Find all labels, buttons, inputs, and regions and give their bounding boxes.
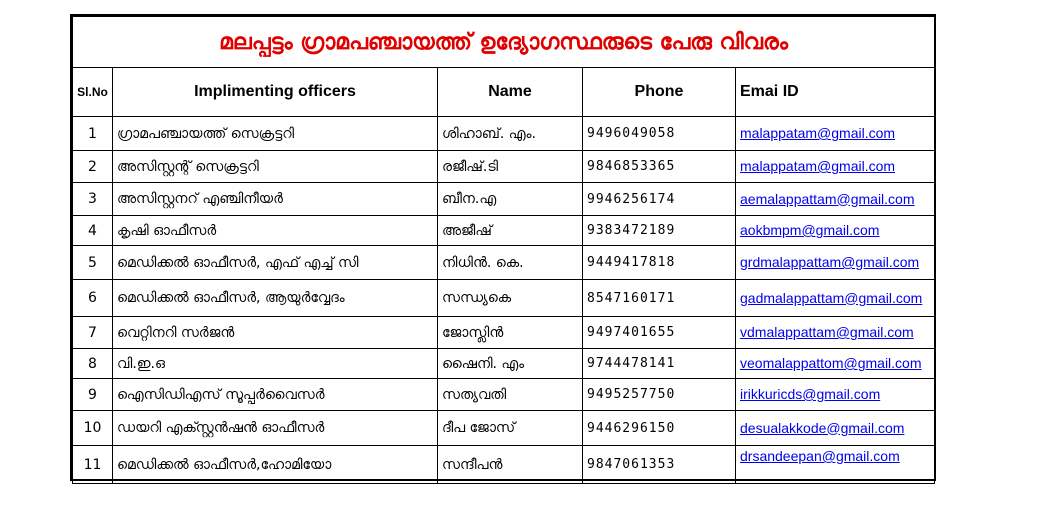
email-link[interactable]: gadmalappattam@gmail.com [740, 289, 923, 306]
cell-slno: 5 [73, 246, 113, 280]
cell-name: ജോസ്ലിൻ [438, 317, 583, 349]
email-link[interactable]: veomalappattom@gmail.com [740, 355, 922, 371]
cell-email [736, 183, 935, 216]
table-row [73, 246, 935, 280]
cell-slno: 11 [73, 446, 113, 484]
cell-phone: 9449417818 [583, 246, 736, 280]
cell-name: രജീഷ്.ടി [438, 151, 583, 183]
cell-officer: വി.ഇ.ഒ [113, 349, 438, 379]
cell-slno: 9 [73, 379, 113, 411]
cell-email [736, 117, 935, 151]
cell-slno: 6 [73, 280, 113, 317]
cell-officer: മെഡിക്കൽ ഓഫീസർ, ആയുർവ്വേദം [113, 280, 438, 317]
cell-name: സന്ധ്യകെ [438, 280, 583, 317]
cell-email [736, 151, 935, 183]
cell-phone: 9846853365 [583, 151, 736, 183]
email-link[interactable]: aemalappattam@gmail.com [740, 190, 915, 207]
cell-name: ഷൈനി. എം [438, 349, 583, 379]
table-row [73, 183, 935, 216]
table-row [73, 411, 935, 446]
header-officers: Implimenting officers [113, 68, 438, 117]
cell-phone: 9744478141 [583, 349, 736, 379]
cell-phone: 9495257750 [583, 379, 736, 411]
email-link[interactable]: desualakkode@gmail.com [740, 419, 905, 436]
cell-phone: 9446296150 [583, 411, 736, 446]
cell-phone: 8547160171 [583, 280, 736, 317]
email-link[interactable]: malappatam@gmail.com [740, 158, 896, 174]
table-row [73, 216, 935, 246]
table-row [73, 151, 935, 183]
table-row [73, 280, 935, 317]
cell-officer: ഐസിഡിഎസ് സൂപ്പർവൈസർ [113, 379, 438, 411]
cell-officer: കൃഷി ഓഫീസർ [113, 216, 438, 246]
cell-name: സത്യവതി [438, 379, 583, 411]
cell-name: സന്ദീപൻ [438, 446, 583, 484]
cell-name: ബീന.എ [438, 183, 583, 216]
cell-email [736, 349, 935, 379]
cell-email [736, 280, 935, 317]
cell-slno: 1 [73, 117, 113, 151]
cell-name: ദീപ ജോസ് [438, 411, 583, 446]
table-row [73, 317, 935, 349]
cell-slno: 2 [73, 151, 113, 183]
header-email: Emai ID [736, 68, 935, 117]
cell-phone: 9383472189 [583, 216, 736, 246]
cell-slno: 3 [73, 183, 113, 216]
cell-officer: ഡയറി എക്സ്റ്റൻഷൻ ഓഫീസർ [113, 411, 438, 446]
table-row [73, 349, 935, 379]
cell-officer: അസിസ്റ്റനറ് എഞ്ചിനീയർ [113, 183, 438, 216]
cell-officer: മെഡിക്കൽ ഓഫീസർ, എഫ് എച്ച് സി [113, 246, 438, 280]
officers-table [72, 16, 935, 484]
cell-slno: 8 [73, 349, 113, 379]
cell-phone: 9497401655 [583, 317, 736, 349]
email-link[interactable]: aokbmpm@gmail.com [740, 222, 880, 238]
title-row [73, 17, 935, 68]
cell-email [736, 411, 935, 446]
cell-name: നിധിൻ. കെ. [438, 246, 583, 280]
table-row [73, 446, 935, 484]
page-title: മലപ്പട്ടം ഗ്രാമപഞ്ചായത്ത് ഉദ്യോഗസ്ഥരുടെ പേരു വിവരം [73, 17, 935, 68]
email-link[interactable]: malappatam@gmail.com [740, 125, 896, 141]
cell-officer: മെഡിക്കൽ ഓഫീസർ,ഹോമിയോ [113, 446, 438, 484]
email-link[interactable]: grdmalappattam@gmail.com [740, 254, 920, 270]
officers-table-sheet [70, 14, 936, 481]
cell-name: ശിഹാബ്. എം. [438, 117, 583, 151]
cell-officer: വെറ്റിനറി സർജൻ [113, 317, 438, 349]
cell-phone: 9496049058 [583, 117, 736, 151]
cell-email [736, 317, 935, 349]
cell-name: അജീഷ് [438, 216, 583, 246]
header-name: Name [438, 68, 583, 117]
header-row [73, 68, 935, 117]
header-slno: Sl.No [73, 68, 113, 117]
cell-email [736, 446, 935, 484]
cell-officer: ഗ്രാമപഞ്ചായത്ത് സെക്രട്ടറി [113, 117, 438, 151]
email-link[interactable]: drsandeepan@gmail.com [740, 448, 900, 464]
email-link[interactable]: irikkuricds@gmail.com [740, 386, 881, 402]
cell-email [736, 379, 935, 411]
cell-email [736, 216, 935, 246]
header-phone: Phone [583, 68, 736, 117]
cell-email [736, 246, 935, 280]
table-row [73, 117, 935, 151]
cell-phone: 9847061353 [583, 446, 736, 484]
table-row [73, 379, 935, 411]
cell-phone: 9946256174 [583, 183, 736, 216]
cell-officer: അസിസ്റ്റന്റ് സെക്രട്ടറി [113, 151, 438, 183]
cell-slno: 4 [73, 216, 113, 246]
email-link[interactable]: vdmalappattam@gmail.com [740, 324, 914, 340]
cell-slno: 10 [73, 411, 113, 446]
cell-slno: 7 [73, 317, 113, 349]
